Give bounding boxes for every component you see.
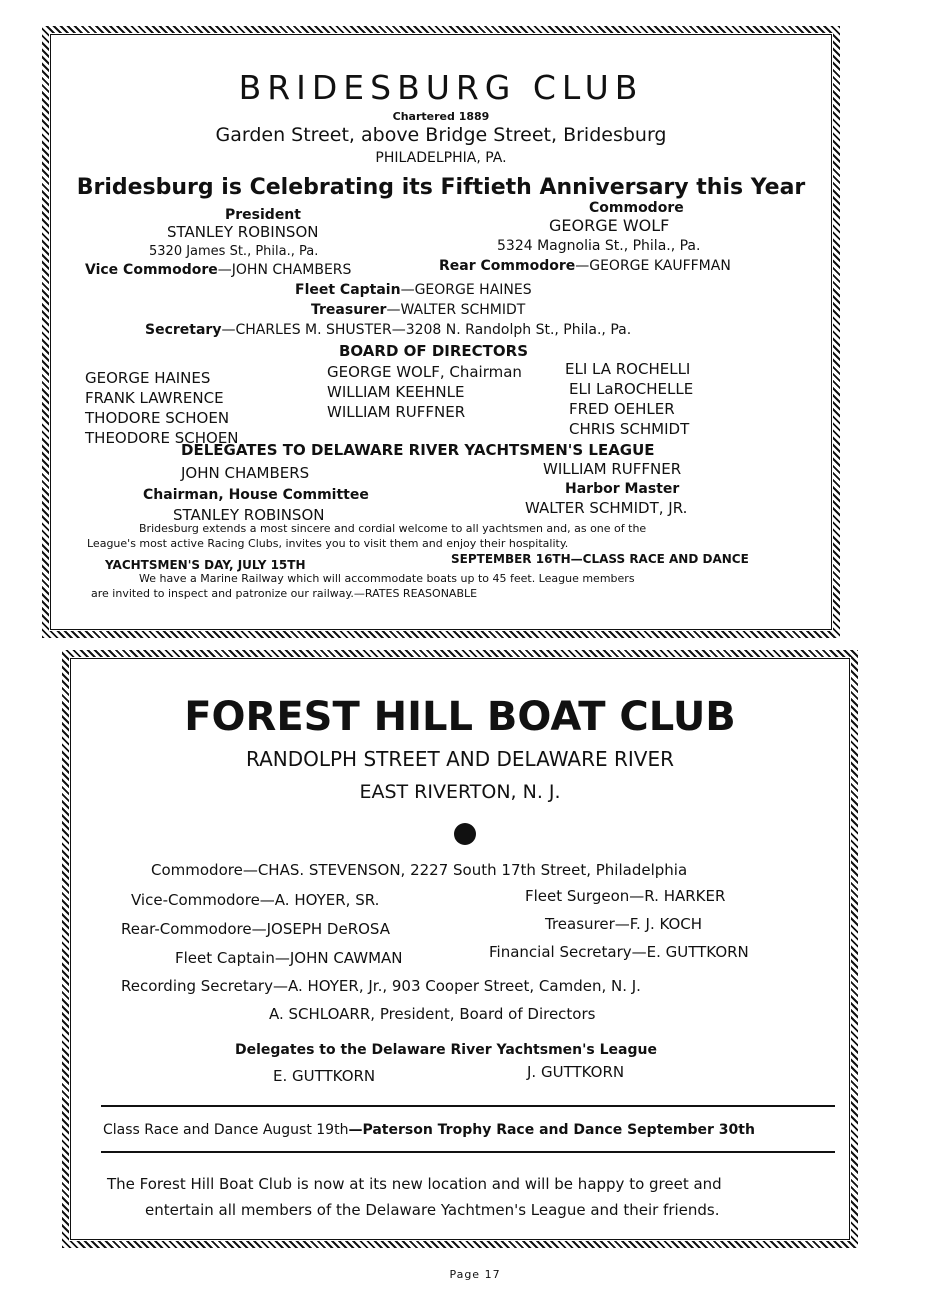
fh-vice-commodore: Vice-Commodore—A. HOYER, SR.	[131, 891, 380, 909]
house-committee-title: Chairman, House Committee	[143, 487, 369, 503]
divider-top	[101, 1105, 835, 1107]
bridesburg-address: Garden Street, above Bridge Street, Bridesburg	[215, 124, 667, 146]
fh-fleet-captain: Fleet Captain—JOHN CAWMAN	[175, 949, 403, 967]
fh-president: A. SCHLOARR, President, Board of Directors	[269, 1005, 596, 1023]
forest-hill-title: FOREST HILL BOAT CLUB	[184, 694, 736, 740]
board-member: THODORE SCHOEN	[85, 409, 230, 427]
fh-events-plain: Class Race and Dance August 19th	[103, 1122, 349, 1138]
secretary-name: —CHARLES M. SHUSTER—3208 N. Randolph St., Phila., Pa.	[221, 322, 632, 338]
page-number: Page 17	[449, 1268, 501, 1281]
president-name: STANLEY ROBINSON	[167, 223, 319, 241]
treasurer-name: —WALTER SCHMIDT	[386, 302, 526, 318]
fh-treasurer: Treasurer—F. J. KOCH	[545, 915, 703, 933]
harbor-master-title: Harbor Master	[565, 481, 680, 497]
yachtsmens-day: YACHTSMEN'S DAY, JULY 15TH	[105, 558, 306, 572]
fleet-captain-title: Fleet Captain	[295, 282, 401, 298]
fh-commodore: Commodore—CHAS. STEVENSON, 2227 South 17th Street, Philadelphia	[151, 861, 688, 879]
railway-line-2: are invited to inspect and patronize our railway.—RATES REASONABLE	[91, 587, 478, 600]
fh-events	[103, 1123, 755, 1137]
board-member: WILLIAM RUFFNER	[327, 403, 466, 421]
delegates-heading: DELEGATES TO DELAWARE RIVER YACHTSMEN'S LEAGUE	[181, 441, 655, 459]
bullet-ornament	[454, 823, 476, 845]
secretary-line	[145, 323, 631, 337]
treasurer-line	[311, 303, 525, 317]
board-member: FRANK LAWRENCE	[85, 389, 224, 407]
rear-commodore-name: —GEORGE KAUFFMAN	[575, 258, 731, 274]
fh-fleet-surgeon: Fleet Surgeon—R. HARKER	[525, 887, 726, 905]
divider-bottom	[101, 1151, 835, 1153]
delegate-name: JOHN CHAMBERS	[181, 464, 310, 482]
fleet-captain-line	[295, 283, 532, 297]
class-race-date: SEPTEMBER 16TH—CLASS RACE AND DANCE	[451, 552, 749, 566]
fh-note-line-1: The Forest Hill Boat Club is now at its new location and will be happy to greet and	[107, 1175, 722, 1193]
board-member: WILLIAM KEEHNLE	[327, 383, 465, 401]
fh-delegate-name: J. GUTTKORN	[527, 1063, 625, 1081]
fleet-captain-name: —GEORGE HAINES	[400, 282, 532, 298]
president-title: President	[225, 207, 301, 223]
delegate-name: WILLIAM RUFFNER	[543, 460, 682, 478]
rear-commodore-line	[439, 259, 731, 273]
railway-line-1: We have a Marine Railway which will accommodate boats up to 45 feet. League members	[139, 572, 635, 585]
forest-hill-address: RANDOLPH STREET AND DELAWARE RIVER	[245, 747, 675, 771]
board-heading: BOARD OF DIRECTORS	[339, 342, 529, 360]
board-member: FRED OEHLER	[569, 400, 675, 418]
board-member: GEORGE WOLF, Chairman	[327, 363, 522, 381]
board-member: ELI LA ROCHELLI	[565, 360, 691, 378]
commodore-address: 5324 Magnolia St., Phila., Pa.	[497, 238, 701, 254]
vice-commodore-line	[85, 263, 351, 277]
fh-delegate-name: E. GUTTKORN	[273, 1067, 376, 1085]
forest-hill-city: EAST RIVERTON, N. J.	[359, 781, 561, 803]
secretary-title: Secretary	[145, 322, 222, 338]
board-member: ELI LaROCHELLE	[569, 380, 694, 398]
treasurer-title: Treasurer	[311, 302, 387, 318]
bridesburg-chartered: Chartered 1889	[392, 110, 490, 123]
commodore-title: Commodore	[589, 200, 684, 216]
board-member: GEORGE HAINES	[85, 369, 211, 387]
board-member: THEODORE SCHOEN	[85, 429, 239, 447]
board-member: CHRIS SCHMIDT	[569, 420, 690, 438]
forest-hill-club-ad	[62, 650, 858, 1248]
bridesburg-title: BRIDESBURG CLUB	[238, 68, 644, 107]
rear-commodore-title: Rear Commodore	[439, 258, 576, 274]
fh-delegates-heading: Delegates to the Delaware River Yachtsmen's League	[235, 1042, 657, 1058]
commodore-name: GEORGE WOLF	[549, 216, 670, 235]
welcome-line-1: Bridesburg extends a most sincere and cordial welcome to all yachtsmen and, as one of the	[139, 522, 647, 535]
president-address: 5320 James St., Phila., Pa.	[149, 244, 319, 259]
vice-commodore-title: Vice Commodore	[85, 262, 218, 278]
fh-financial-secretary: Financial Secretary—E. GUTTKORN	[489, 943, 749, 961]
fh-note-line-2: entertain all members of the Delaware Yachtmen's League and their friends.	[145, 1201, 720, 1219]
bridesburg-city: PHILADELPHIA, PA.	[375, 150, 507, 166]
harbor-master-name: WALTER SCHMIDT, JR.	[525, 499, 688, 517]
house-committee-name: STANLEY ROBINSON	[173, 506, 325, 524]
fh-events-bold: —Paterson Trophy Race and Dance September 30th	[348, 1122, 755, 1138]
fh-recording-secretary: Recording Secretary—A. HOYER, Jr., 903 Cooper Street, Camden, N. J.	[121, 977, 641, 995]
fh-rear-commodore: Rear-Commodore—JOSEPH DeROSA	[121, 920, 390, 938]
bridesburg-anniversary: Bridesburg is Celebrating its Fiftieth Anniversary this Year	[76, 175, 806, 200]
vice-commodore-name: —JOHN CHAMBERS	[217, 262, 352, 278]
bridesburg-club-ad	[42, 26, 840, 638]
welcome-line-2: League's most active Racing Clubs, invites you to visit them and enjoy their hospitality.	[87, 537, 569, 550]
